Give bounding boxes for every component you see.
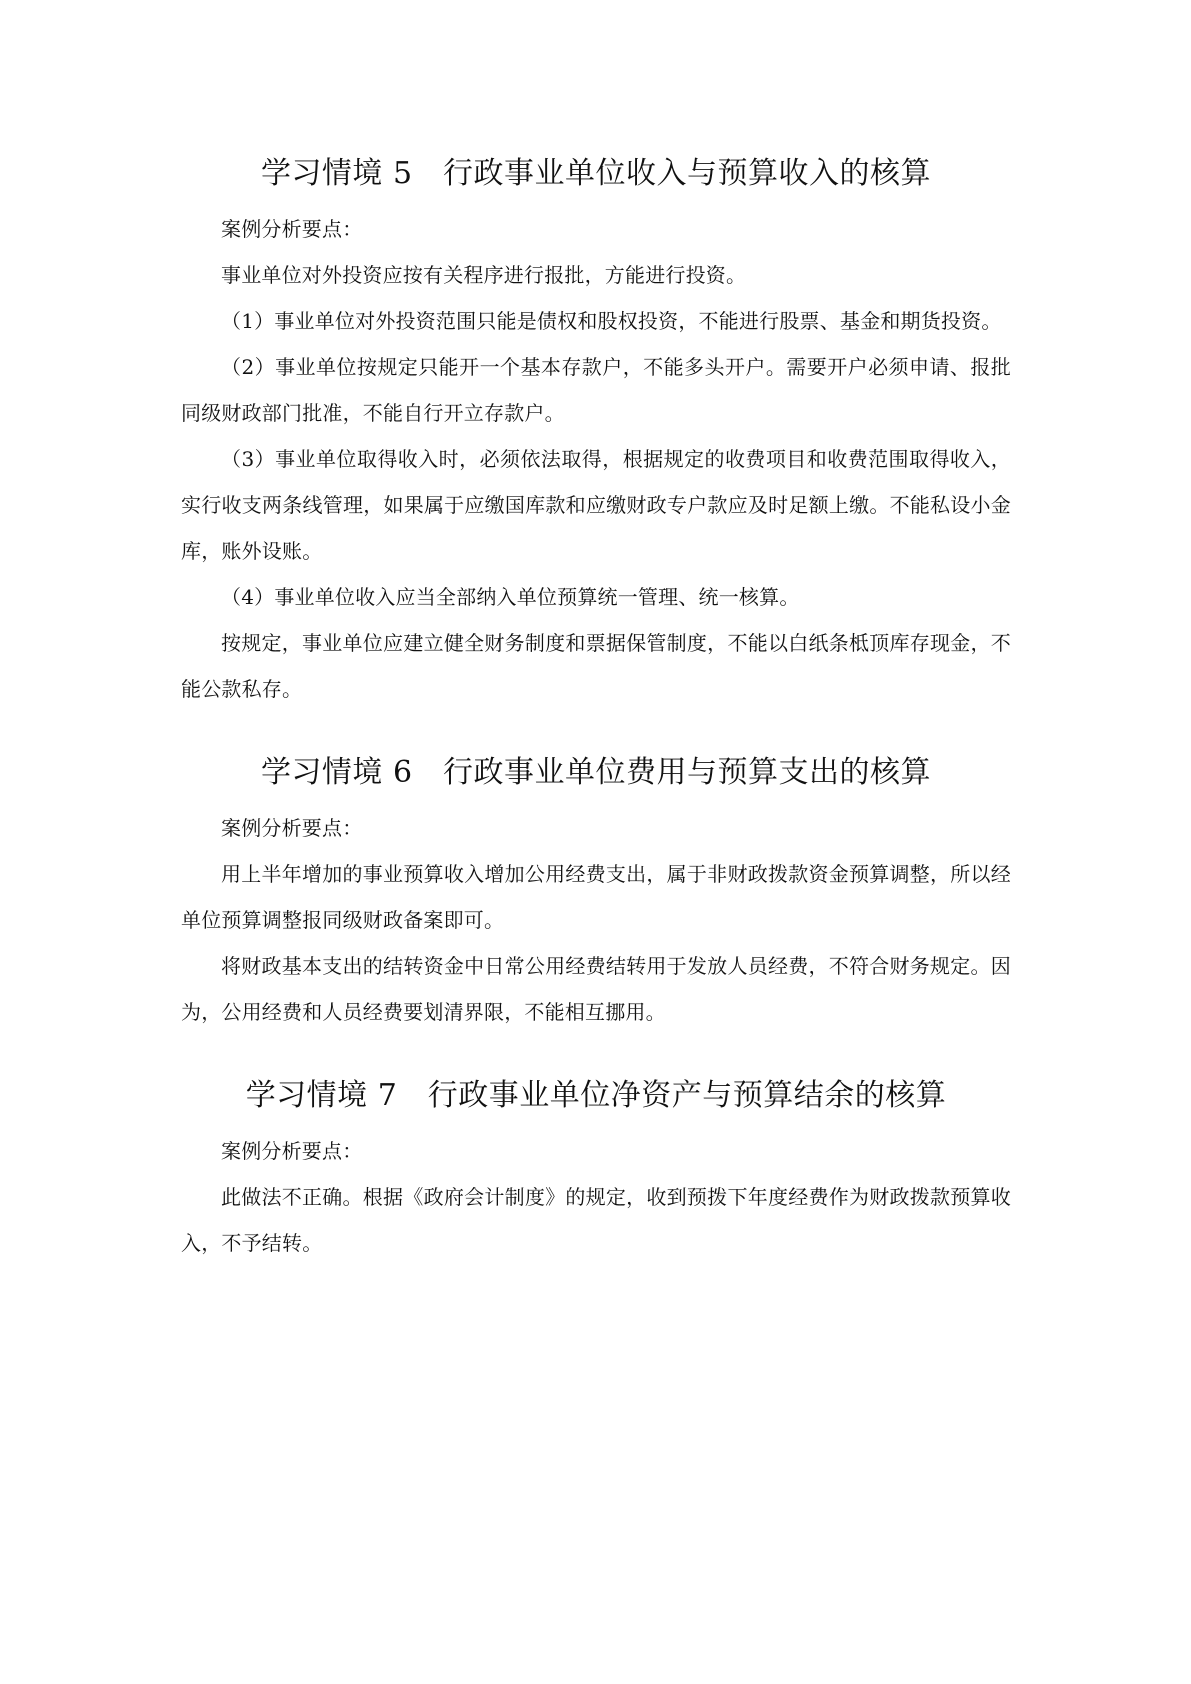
section-label: 案例分析要点： (221, 816, 363, 840)
section-5 (181, 148, 1011, 712)
section-6 (181, 747, 1011, 1035)
paragraph: （4）事业单位收入应当全部纳入单位预算统一管理、统一核算。 (221, 585, 800, 609)
section-title: 学习情境 5 行政事业单位收入与预算收入的核算 (260, 156, 932, 191)
paragraph: 此做法不正确。根据《政府会计制度》的规定，收到预拨下年度经费作为财政拨款预算收入，不予结转。 (181, 1185, 1011, 1255)
section-label: 案例分析要点： (221, 1139, 363, 1163)
paragraph: 事业单位对外投资应按有关程序进行报批，方能进行投资。 (221, 263, 747, 287)
paragraph: 按规定，事业单位应建立健全财务制度和票据保管制度，不能以白纸条柢顶库存现金，不能公款私存。 (181, 631, 1011, 701)
section-7 (181, 1070, 1011, 1266)
paragraph: （2）事业单位按规定只能开一个基本存款户，不能多头开户。需要开户必须申请、报批同级财政部门批准，不能自行开立存款户。 (181, 355, 1011, 425)
section-label: 案例分析要点： (221, 217, 363, 241)
paragraph: 将财政基本支出的结转资金中日常公用经费结转用于发放人员经费，不符合财务规定。因为，公用经费和人员经费要划清界限，不能相互挪用。 (181, 954, 1011, 1024)
paragraph: （1）事业单位对外投资范围只能是债权和股权投资，不能进行股票、基金和期货投资。 (221, 309, 1002, 333)
section-title: 学习情境 7 行政事业单位净资产与预算结余的核算 (245, 1078, 947, 1113)
document-content (181, 148, 1011, 1266)
section-title: 学习情境 6 行政事业单位费用与预算支出的核算 (260, 755, 932, 790)
paragraph: （3）事业单位取得收入时，必须依法取得，根据规定的收费项目和收费范围取得收入，实行收支两条线管理，如果属于应缴国库款和应缴财政专户款应及时足额上缴。不能私设小金库，账外设账。 (181, 447, 1011, 563)
paragraph: 用上半年增加的事业预算收入增加公用经费支出，属于非财政拨款资金预算调整，所以经单位预算调整报同级财政备案即可。 (181, 862, 1011, 932)
